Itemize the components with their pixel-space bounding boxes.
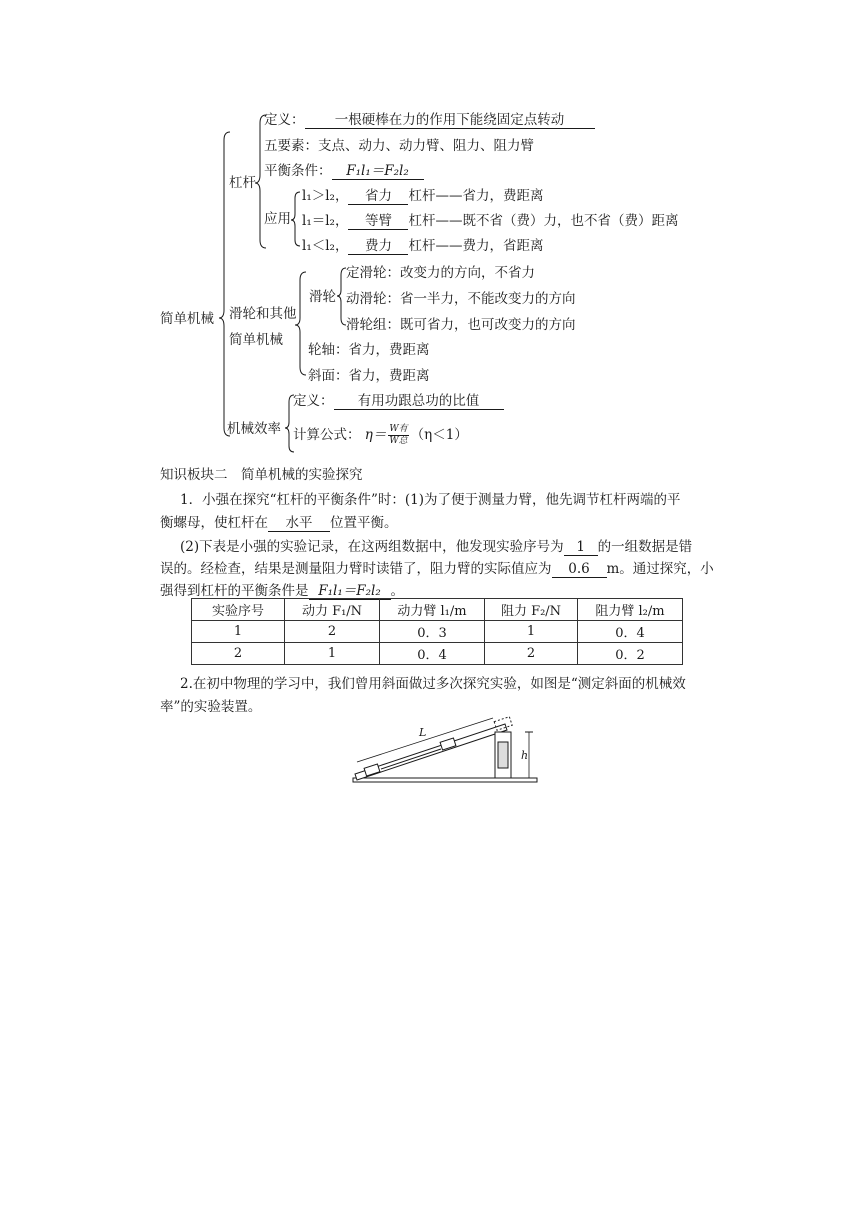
experiment-table [191, 598, 683, 665]
table-cell: 2 [485, 643, 578, 665]
application-answer: 等臂 [348, 213, 408, 230]
root-label: 简单机械 [160, 311, 214, 327]
q1-text: m。通过探究，小 [606, 561, 714, 577]
q1-text: (2)下表是小强的实验记录，在这两组数据中，他发现实验序号为 [180, 539, 564, 555]
q1-text: 衡螺母，使杠杆在 [160, 515, 268, 531]
table-cell: 1 [285, 643, 380, 665]
incline-apparatus-figure [345, 712, 545, 790]
application-condition: l₁＜l₂， [302, 238, 349, 254]
application-item [302, 212, 678, 230]
efficiency-formula [293, 424, 468, 447]
pulley-item: 定滑轮：改变力的方向，不省力 [346, 265, 535, 281]
q2-line2: 率”的实验装置。 [160, 699, 262, 715]
q1-line3 [180, 538, 692, 556]
table-header: 阻力臂 l₂/m [578, 599, 683, 621]
application-answer: 费力 [348, 238, 408, 255]
lever-definition-answer: 一根硬棒在力的作用下能绕固定点转动 [305, 112, 595, 129]
efficiency-definition-label: 定义： [293, 393, 334, 409]
table-header: 动力臂 l₁/m [380, 599, 485, 621]
table-cell: 1 [192, 621, 285, 643]
table-cell: 0．3 [380, 621, 485, 643]
table-header: 阻力 F₂/N [485, 599, 578, 621]
efficiency-formula-label: 计算公式： [293, 427, 361, 443]
q2-line1: 2.在初中物理的学习中，我们曾用斜面做过多次探究实验，如图是“测定斜面的机械效 [180, 676, 686, 692]
application-label: 应用 [264, 211, 291, 227]
application-item [302, 237, 543, 255]
efficiency-fraction [388, 424, 408, 447]
table-cell: 0．2 [578, 643, 683, 665]
q1-text: 强得到杠杆的平衡条件是 [160, 583, 309, 599]
lever-definition [264, 111, 595, 129]
lever-balance-answer: F₁l₁＝F₂l₂ [332, 163, 424, 180]
table-cell: 2 [285, 621, 380, 643]
efficiency-definition-answer: 有用功跟总功的比值 [334, 393, 504, 410]
table-row [192, 621, 683, 643]
q1-answer-value: 0.6 [552, 561, 607, 578]
pulley-title-line2: 简单机械 [229, 332, 283, 348]
lever-definition-label: 定义： [264, 112, 305, 128]
figure-label-h: h [521, 749, 529, 762]
fraction-denominator: W总 [389, 436, 408, 446]
lever-five-elements: 五要素：支点、动力、动力臂、阻力、阻力臂 [264, 138, 534, 154]
wheel-axle: 轮轴：省力，费距离 [308, 342, 430, 358]
lever-balance-label: 平衡条件： [264, 163, 332, 179]
section-heading: 知识板块二 简单机械的实验探究 [160, 467, 363, 483]
lever-balance [264, 162, 424, 180]
q1-answer-condition: F₁l₁＝F₂l₂ [309, 583, 391, 600]
pulley-item: 滑轮组：既可省力，也可改变力的方向 [346, 317, 576, 333]
q1-text: 误的。经检查，结果是测量阻力臂时读错了，阻力臂的实际值应为 [160, 561, 552, 577]
q1-line2 [160, 514, 398, 532]
table-header: 动力 F₁/N [285, 599, 380, 621]
pulley-item: 动滑轮：省一半力，不能改变力的方向 [346, 291, 576, 307]
fraction-numerator: W有 [389, 424, 408, 434]
q1-answer-index: 1 [564, 539, 598, 556]
application-description: 杠杆——省力，费距离 [408, 188, 544, 204]
application-answer: 省力 [348, 188, 408, 205]
table-cell: 1 [485, 621, 578, 643]
q1-text: 位置平衡。 [330, 515, 398, 531]
mindmap-braces [0, 0, 860, 460]
q1-line1: 1．小强在探究“杠杆的平衡条件”时：(1)为了便于测量力臂，他先调节杠杆两端的平 [180, 492, 681, 508]
figure-label-L: L [419, 726, 427, 739]
eta-symbol: η＝ [364, 427, 387, 443]
application-description: 杠杆——既不省（费）力，也不省（费）距离 [408, 213, 679, 229]
table-cell: 0．4 [380, 643, 485, 665]
efficiency-definition [293, 392, 504, 410]
application-condition: l₁＞l₂， [302, 188, 349, 204]
q1-text: 。 [390, 583, 404, 599]
table-cell: 0．4 [578, 621, 683, 643]
q1-answer-horizontal: 水平 [268, 515, 330, 532]
q1-line4 [160, 560, 714, 578]
table-header: 实验序号 [192, 599, 285, 621]
table-row [192, 643, 683, 665]
pulley-title-line1: 滑轮和其他 [229, 306, 297, 322]
application-condition: l₁＝l₂， [302, 213, 349, 229]
pulley-label: 滑轮 [309, 289, 336, 305]
efficiency-title: 机械效率 [227, 421, 281, 437]
application-description: 杠杆——费力，省距离 [408, 238, 544, 254]
lever-title: 杠杆 [229, 175, 256, 191]
efficiency-condition: （η＜1） [410, 427, 468, 443]
application-item [302, 187, 543, 205]
q1-text: 的一组数据是错 [597, 539, 693, 555]
table-header-row [192, 599, 683, 621]
table-cell: 2 [192, 643, 285, 665]
incline-plane: 斜面：省力，费距离 [308, 368, 430, 384]
